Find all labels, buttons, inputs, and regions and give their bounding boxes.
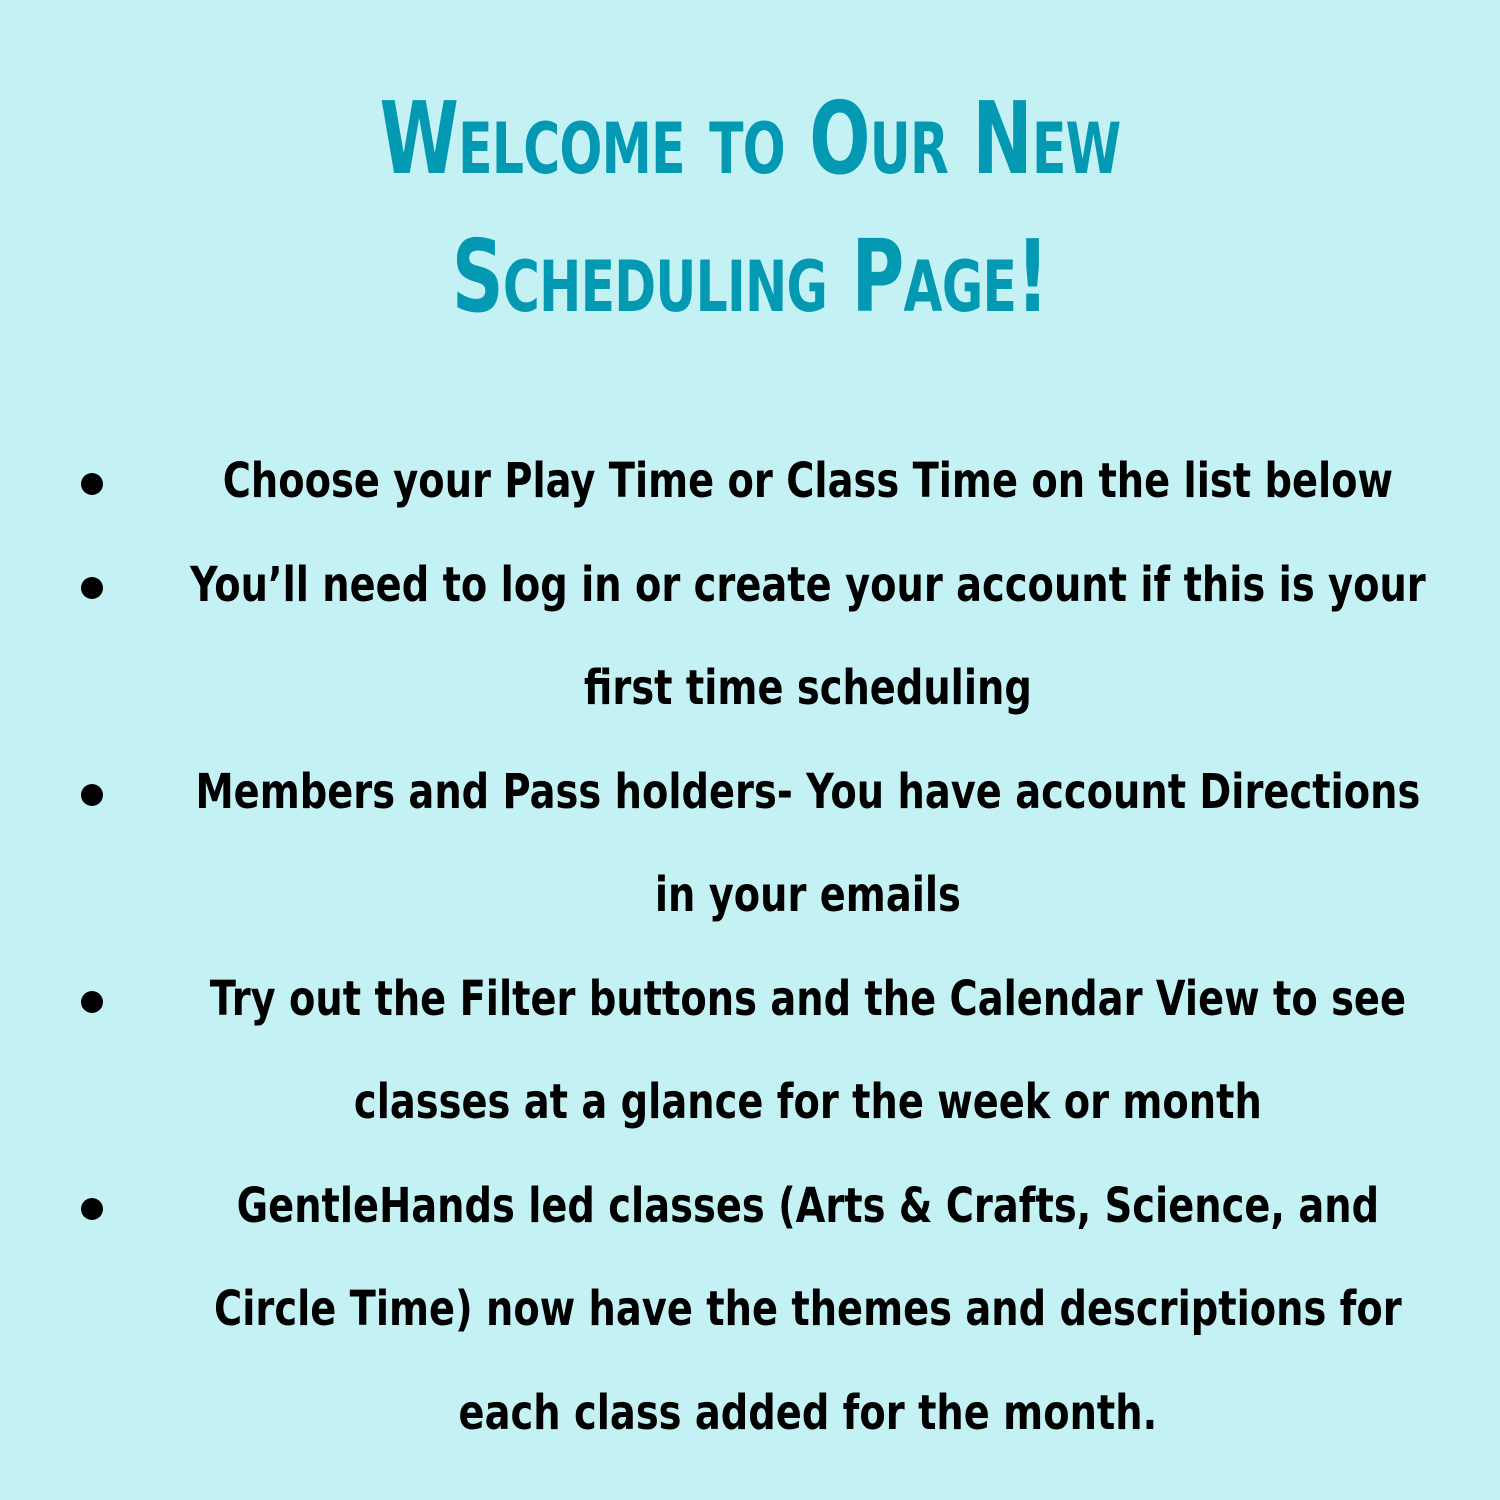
instructions-list — [0, 430, 1500, 1465]
page-title-line-2: Scheduling Page! — [451, 218, 1049, 335]
list-item-text: Members and Pass holders- You have account Directions in your emails — [195, 763, 1420, 923]
bullet-dot-icon — [81, 784, 103, 806]
bullet-dot-icon — [81, 1198, 103, 1220]
list-item — [0, 948, 1500, 1155]
list-item-text: Choose your Play Time or Class Time on the list below — [222, 453, 1393, 509]
list-item-text: GentleHands led classes (Arts & Crafts, Science, and Circle Time) now have the themes and descriptions for each class added for the month. — [213, 1177, 1402, 1441]
list-item-text: Try out the Filter buttons and the Calendar View to see classes at a glance for the week or month — [209, 970, 1406, 1130]
list-item — [0, 430, 1500, 534]
bullet-dot-icon — [81, 577, 103, 599]
list-item — [0, 1155, 1500, 1466]
bullet-dot-icon — [81, 473, 103, 495]
page-title-line-1: Welcome to Our New — [379, 80, 1121, 197]
page-title — [0, 70, 1500, 346]
list-item-text: You’ll need to log in or create your account if this is your first time scheduling — [189, 556, 1426, 716]
list-item — [0, 741, 1500, 948]
list-item — [0, 534, 1500, 741]
bullet-dot-icon — [81, 991, 103, 1013]
